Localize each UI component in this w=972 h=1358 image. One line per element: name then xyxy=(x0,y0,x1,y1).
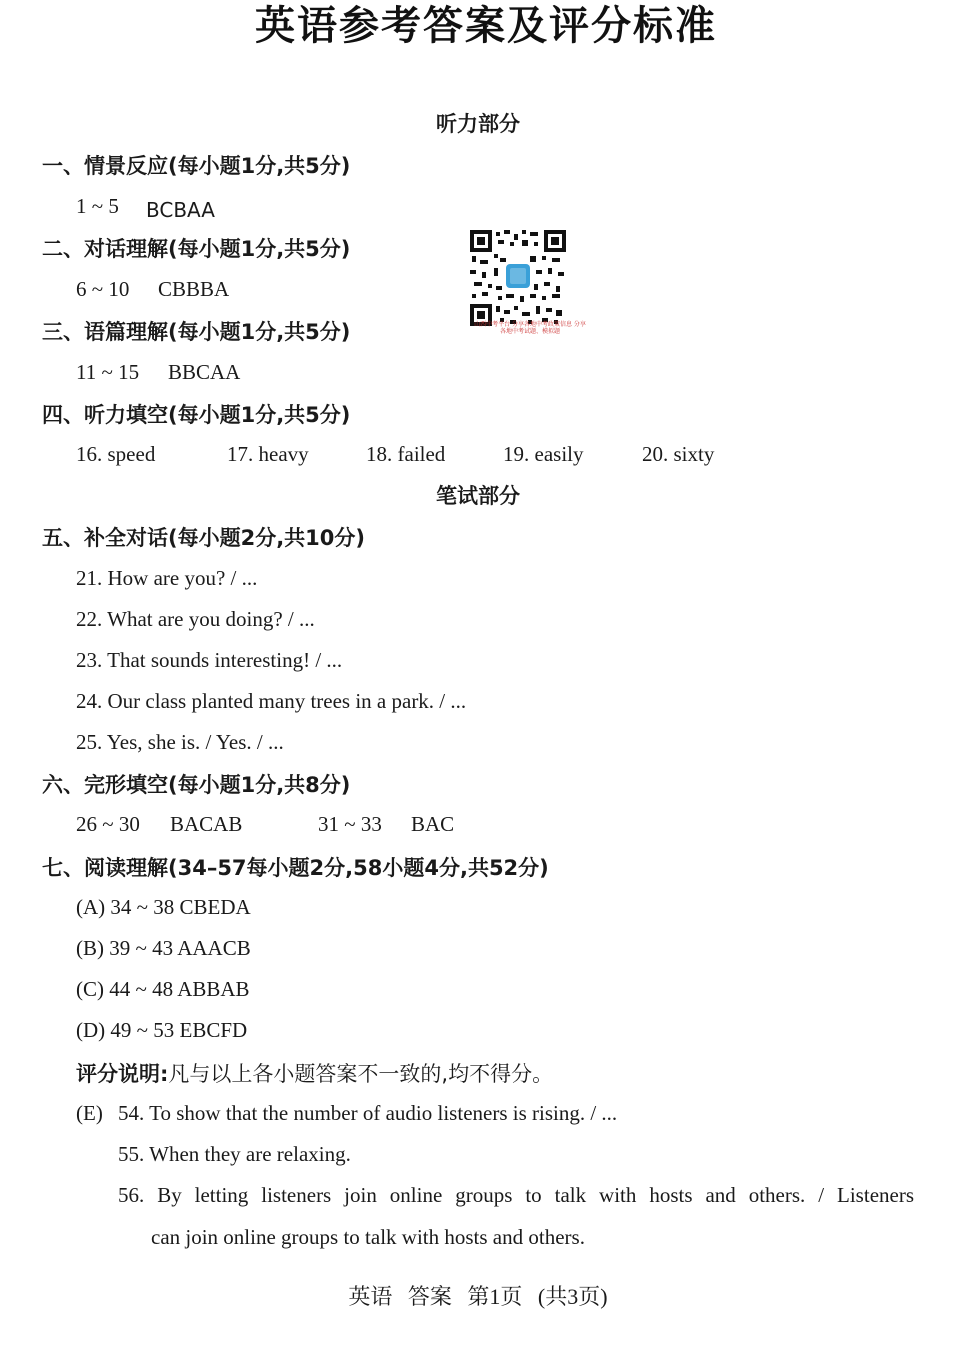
page-footer: 英语 答案 第1页 (共3页) xyxy=(348,1284,608,1309)
part4-answer-20: 20. sixty xyxy=(642,442,715,466)
part1-heading: 一、情景反应(每小题1分,共5分) xyxy=(42,154,351,178)
writing-section-title: 笔试部分 xyxy=(436,484,520,508)
part5-answer-24: 24. Our class planted many trees in a park. / ... xyxy=(76,689,467,713)
part5-answer-22: 22. What are you doing? / ... xyxy=(76,607,315,631)
part6-range2: 31 ~ 33 xyxy=(318,812,382,836)
part6-answer2: BAC xyxy=(411,812,455,836)
part7-group-a: (A) 34 ~ 38 CBEDA xyxy=(76,895,251,919)
part5-answer-21: 21. How are you? / ... xyxy=(76,566,258,590)
part5-answer-23: 23. That sounds interesting! / ... xyxy=(76,648,343,672)
part7-heading: 七、阅读理解(34–57每小题2分,58小题4分,共52分) xyxy=(42,856,549,880)
part6-answer1: BACAB xyxy=(170,812,243,836)
page-title: 英语参考答案及评分标准 xyxy=(255,3,717,49)
scoring-note-label: 评分说明: xyxy=(76,1062,169,1086)
part2-range: 6 ~ 10 xyxy=(76,277,130,301)
scoring-note xyxy=(76,1058,553,1088)
part1-answer: BCBAA xyxy=(146,198,215,222)
part6-heading: 六、完形填空(每小题1分,共8分) xyxy=(42,773,351,797)
part7-answer-56-cont: can join online groups to talk with hosts and others. xyxy=(151,1225,585,1249)
part7-group-b: (B) 39 ~ 43 AAACB xyxy=(76,936,251,960)
part7-e-label: (E) xyxy=(76,1101,103,1125)
part3-heading: 三、语篇理解(每小题1分,共5分) xyxy=(42,320,351,344)
part2-answer: CBBBA xyxy=(158,277,230,301)
part1-range: 1 ~ 5 xyxy=(76,194,119,218)
part7-group-c: (C) 44 ~ 48 ABBAB xyxy=(76,977,250,1001)
qr-code-image xyxy=(470,230,566,326)
part7-answer-55: 55. When they are relaxing. xyxy=(118,1142,351,1166)
part4-answer-18: 18. failed xyxy=(366,442,446,466)
part7-answer-54: 54. To show that the number of audio listeners is rising. / ... xyxy=(118,1101,618,1125)
part6-range1: 26 ~ 30 xyxy=(76,812,140,836)
listening-section-title: 听力部分 xyxy=(436,112,520,136)
scoring-note-text: 凡与以上各小题答案不一致的,均不得分。 xyxy=(168,1062,554,1086)
part4-answer-19: 19. easily xyxy=(503,442,584,466)
part4-heading: 四、听力填空(每小题1分,共5分) xyxy=(42,403,351,427)
part3-answer: BBCAA xyxy=(168,360,241,384)
part2-heading: 二、对话理解(每小题1分,共5分) xyxy=(42,237,351,261)
part7-group-d: (D) 49 ~ 53 EBCFD xyxy=(76,1018,248,1042)
part5-answer-25: 25. Yes, she is. / Yes. / ... xyxy=(76,730,284,754)
part7-answer-56: 56. By letting listeners join online groups to talk with hosts and others. / Listeners xyxy=(118,1183,914,1207)
part4-answer-16: 16. speed xyxy=(76,442,156,466)
part3-range: 11 ~ 15 xyxy=(76,360,140,384)
part5-heading: 五、补全对话(每小题2分,共10分) xyxy=(42,526,366,550)
qr-caption: 山西中考平台 分享各地中考政策信息 分享各地中考试题、模拟题 xyxy=(474,321,586,335)
part4-answer-17: 17. heavy xyxy=(227,442,309,466)
